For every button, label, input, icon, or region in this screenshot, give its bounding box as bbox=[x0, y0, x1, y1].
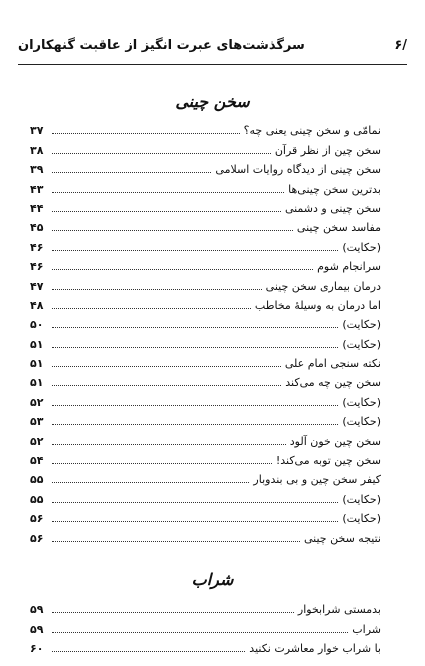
running-header bbox=[18, 30, 407, 60]
toc-entry-page: ۵۹ bbox=[30, 622, 44, 636]
dot-leader bbox=[52, 289, 262, 290]
toc-entry-title: شراب bbox=[352, 622, 381, 636]
toc-entry-title: (حکایت) bbox=[342, 318, 381, 332]
toc-entry-page: ۴۶ bbox=[30, 260, 44, 274]
toc-entry bbox=[30, 293, 381, 312]
toc-entry bbox=[30, 312, 381, 331]
toc-entry bbox=[30, 351, 381, 370]
toc-entry bbox=[30, 448, 381, 467]
toc-entry bbox=[30, 409, 381, 428]
toc-entry-page: ۵۲ bbox=[30, 395, 44, 409]
toc-entry-page: ۳۷ bbox=[30, 124, 44, 138]
dot-leader bbox=[52, 211, 281, 212]
dot-leader bbox=[52, 250, 338, 251]
toc-entry bbox=[30, 597, 381, 616]
toc-entry-page: ۴۸ bbox=[30, 298, 44, 312]
dot-leader bbox=[52, 502, 338, 503]
dot-leader bbox=[52, 463, 272, 464]
toc-entry bbox=[30, 254, 381, 273]
toc-entry bbox=[30, 157, 381, 176]
toc-entry bbox=[30, 616, 381, 635]
dot-leader bbox=[52, 385, 281, 386]
toc-entry bbox=[30, 137, 381, 156]
dot-leader bbox=[52, 366, 281, 367]
toc-entry-page: ۵۱ bbox=[30, 337, 44, 351]
dot-leader bbox=[52, 269, 313, 270]
toc-entry-title: بدترین سخن چینی‌ها bbox=[288, 182, 381, 196]
toc-entry bbox=[30, 428, 381, 447]
toc-entry-title: سخن چینی و دشمنی bbox=[284, 201, 381, 215]
toc-entry-page: ۴۶ bbox=[30, 240, 44, 254]
dot-leader bbox=[52, 172, 211, 173]
toc-entry bbox=[30, 389, 381, 408]
toc-entry-page: ۳۸ bbox=[30, 143, 44, 157]
dot-leader bbox=[52, 651, 245, 652]
toc-entry-title: بدمستی شرابخوار bbox=[297, 603, 381, 617]
toc-entry-title: مفاسد سخن چینی bbox=[296, 221, 381, 235]
toc-entry-page: ۵۶ bbox=[30, 512, 44, 526]
toc-entry-title: (حکایت) bbox=[342, 395, 381, 409]
toc-entry bbox=[30, 506, 381, 525]
toc-entry-title: نکته سنجی امام علی bbox=[284, 357, 381, 371]
toc-entry-title: (حکایت) bbox=[342, 415, 381, 429]
toc-entry-page: ۵۹ bbox=[30, 603, 44, 617]
dot-leader bbox=[52, 347, 338, 348]
toc-entry-page: ۵۱ bbox=[30, 357, 44, 371]
toc-entry bbox=[30, 273, 381, 292]
toc-entry-title: (حکایت) bbox=[342, 492, 381, 506]
toc-entry-title: (حکایت) bbox=[342, 337, 381, 351]
toc-entry-page: ۵۵ bbox=[30, 492, 44, 506]
toc-entry-page: ۳۹ bbox=[30, 163, 44, 177]
dot-leader bbox=[52, 612, 294, 613]
toc-entry-title: درمان بیماری سخن چینی bbox=[265, 279, 381, 293]
toc-entry-title: سخن چین خون آلود bbox=[289, 434, 381, 448]
toc-list-wine bbox=[30, 597, 381, 655]
toc-entry-page: ۵۰ bbox=[30, 318, 44, 332]
toc-entry bbox=[30, 525, 381, 544]
toc-entry-title: با شراب خوار معاشرت نکنید bbox=[249, 642, 381, 656]
toc-entry-title: سخن چین از نظر قرآن bbox=[274, 143, 381, 157]
toc-list-gossip bbox=[30, 118, 381, 545]
section-title-gossip: سخن چینی bbox=[175, 92, 250, 111]
dot-leader bbox=[52, 521, 338, 522]
dot-leader bbox=[52, 424, 338, 425]
toc-entry-page: ۶۰ bbox=[30, 642, 44, 656]
dot-leader bbox=[52, 327, 338, 328]
dot-leader bbox=[52, 192, 284, 193]
toc-entry bbox=[30, 234, 381, 253]
dot-leader bbox=[52, 482, 249, 483]
toc-entry-page: ۴۷ bbox=[30, 279, 44, 293]
toc-entry-title: (حکایت) bbox=[342, 240, 381, 254]
toc-entry bbox=[30, 370, 381, 389]
toc-entry-title: نتیجه سخن چینی bbox=[304, 531, 381, 545]
book-title: سرگذشت‌های عبرت انگیز از عاقبت گنهکاران bbox=[18, 37, 305, 53]
page-number: /۶ bbox=[394, 37, 407, 53]
toc-entry-page: ۴۴ bbox=[30, 201, 44, 215]
toc-entry bbox=[30, 215, 381, 234]
dot-leader bbox=[52, 632, 348, 633]
dot-leader bbox=[52, 133, 240, 134]
toc-entry bbox=[30, 467, 381, 486]
toc-entry bbox=[30, 331, 381, 350]
toc-entry-page: ۵۳ bbox=[30, 415, 44, 429]
toc-entry-page: ۵۶ bbox=[30, 531, 44, 545]
toc-entry-title: سخن چین توبه می‌کند! bbox=[275, 454, 381, 468]
dot-leader bbox=[52, 405, 338, 406]
toc-entry-title: سرانجام شوم bbox=[317, 260, 381, 274]
toc-entry bbox=[30, 118, 381, 137]
toc-entry-page: ۵۲ bbox=[30, 434, 44, 448]
toc-entry-page: ۵۱ bbox=[30, 376, 44, 390]
section-title-wine: شراب bbox=[191, 570, 234, 589]
toc-entry bbox=[30, 176, 381, 195]
dot-leader bbox=[52, 308, 251, 309]
toc-entry bbox=[30, 636, 381, 655]
toc-entry-page: ۵۴ bbox=[30, 454, 44, 468]
toc-entry-title: سخن چینی از دیدگاه روایات اسلامی bbox=[215, 163, 381, 177]
header-rule bbox=[18, 64, 407, 65]
toc-entry-title: (حکایت) bbox=[342, 512, 381, 526]
dot-leader bbox=[52, 230, 293, 231]
dot-leader bbox=[52, 444, 286, 445]
toc-entry bbox=[30, 196, 381, 215]
toc-entry-page: ۴۵ bbox=[30, 221, 44, 235]
dot-leader bbox=[52, 541, 300, 542]
toc-entry-title: سخن چین چه می‌کند bbox=[285, 376, 381, 390]
dot-leader bbox=[52, 153, 271, 154]
toc-entry bbox=[30, 486, 381, 505]
toc-entry-title: کیفر سخن چین و بی بندوبار bbox=[253, 473, 381, 487]
toc-entry-title: نمامّی و سخن چینی یعنی چه؟ bbox=[243, 124, 381, 138]
toc-entry-title: اما درمان به وسیلهٔ مخاطب bbox=[254, 298, 381, 312]
toc-entry-page: ۵۵ bbox=[30, 473, 44, 487]
toc-entry-page: ۴۳ bbox=[30, 182, 44, 196]
